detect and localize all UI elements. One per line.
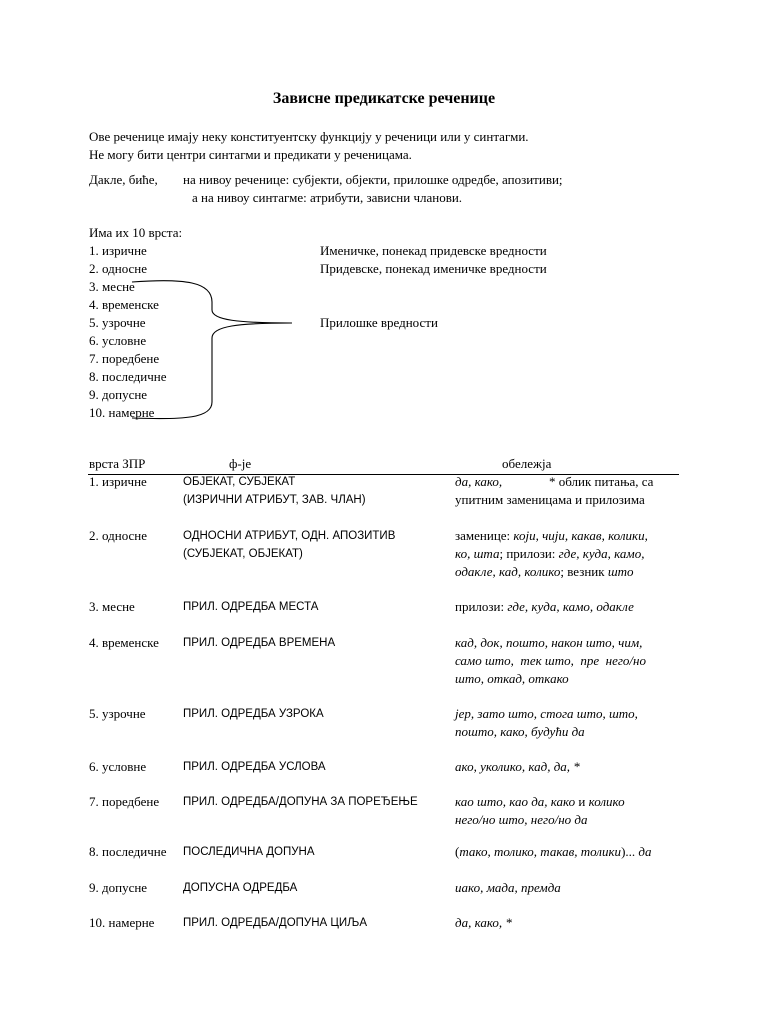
row-function: (ИЗРИЧНИ АТРИБУТ, ЗАВ. ЧЛАН) xyxy=(183,494,366,506)
table-header-features: обележја xyxy=(502,456,552,471)
table-header-function: ф-је xyxy=(229,456,252,471)
type-item: 6. условне xyxy=(89,333,147,348)
row-type: 9. допусне xyxy=(89,880,148,895)
type-note-2: Придевске, понекад именичке вредности xyxy=(320,261,547,276)
row-type: 10. намерне xyxy=(89,915,155,930)
dakle-line-2: а на нивоу синтагме: атрибути, зависни чланови. xyxy=(192,190,463,205)
row-features: да, како, xyxy=(455,474,503,489)
row-type: 3. месне xyxy=(89,599,135,614)
row-function: ПРИЛ. ОДРЕДБА ВРЕМЕНА xyxy=(183,637,336,649)
row-function: ПРИЛ. ОДРЕДБА/ДОПУНА ЦИЉА xyxy=(183,917,367,929)
row-features: одакле, кад, колико; везник што xyxy=(455,564,634,579)
types-heading: Има их 10 врста: xyxy=(89,225,183,240)
type-item: 9. допусне xyxy=(89,387,148,402)
intro-line-2: Не могу бити центри синтагми и предикати у реченицама. xyxy=(89,147,412,162)
row-features: (тако, толико, такав, толики)... да xyxy=(455,844,652,859)
type-item: 7. поредбене xyxy=(89,351,160,366)
intro-line-1: Ове реченице имају неку конституентску функцију у реченици или у синтагми. xyxy=(89,129,529,144)
type-item: 1. изричне xyxy=(89,243,147,258)
row-type: 6. условне xyxy=(89,759,147,774)
row-type: 5. узрочне xyxy=(89,706,146,721)
row-function: ПОСЛЕДИЧНА ДОПУНА xyxy=(183,846,315,858)
row-features: пошто, како, будући да xyxy=(455,724,585,739)
table-header-type: врста ЗПР xyxy=(89,456,146,471)
row-features: само што, тек што, пре него/но xyxy=(455,653,646,668)
row-function: ОБЈЕКАТ, СУБЈЕКАТ xyxy=(183,476,296,488)
row-features: прилози: где, куда, камо, одакле xyxy=(455,599,634,614)
row-features: упитним заменицама и прилозима xyxy=(455,492,645,507)
row-features: што, откад, откако xyxy=(455,671,569,686)
type-item: 4. временске xyxy=(89,297,159,312)
type-item: 2. односне xyxy=(89,261,148,276)
row-function: (СУБЈЕКАТ, ОБЈЕКАТ) xyxy=(183,548,303,560)
row-type: 8. последичне xyxy=(89,844,167,859)
row-function: ПРИЛ. ОДРЕДБА УЗРОКА xyxy=(183,708,324,720)
row-type: 1. изричне xyxy=(89,474,147,489)
dakle-label: Дакле, биће, xyxy=(89,172,158,187)
row-features: иако, мада, премда xyxy=(455,880,561,895)
row-type: 7. поредбене xyxy=(89,794,160,809)
type-item: 10. намерне xyxy=(89,405,155,420)
page-title: Зависне предикатске реченице xyxy=(272,90,496,107)
row-features: ако, уколико, кад, да, * xyxy=(455,759,580,774)
row-function: ПРИЛ. ОДРЕДБА УСЛОВА xyxy=(183,761,326,773)
type-item: 5. узрочне xyxy=(89,315,146,330)
row-function: ПРИЛ. ОДРЕДБА МЕСТА xyxy=(183,601,319,613)
row-function: ДОПУСНА ОДРЕДБА xyxy=(183,882,298,894)
row-features: јер, зато што, стога што, што, xyxy=(455,706,638,721)
row-features: као што, као да, како и колико xyxy=(455,794,625,809)
row-features: него/но што, него/но да xyxy=(455,812,588,827)
row-features: да, како, * xyxy=(455,915,512,930)
type-item: 3. месне xyxy=(89,279,135,294)
type-note-1: Именичке, понекад придевске вредности xyxy=(320,243,547,258)
row-function: ОДНОСНИ АТРИБУТ, ОДН. АПОЗИТИВ xyxy=(183,530,396,542)
row-features: заменице: који, чији, какав, колики, xyxy=(455,528,648,543)
brace-note: Прилошке вредности xyxy=(320,315,438,330)
row-features: кад, док, пошто, након што, чим, xyxy=(455,635,643,650)
row-features: ко, шта; прилози: где, куда, камо, xyxy=(455,546,645,561)
row-function: ПРИЛ. ОДРЕДБА/ДОПУНА ЗА ПОРЕЂЕЊЕ xyxy=(183,796,418,808)
dakle-line-1: на нивоу реченице: субјекти, објекти, прилошке одредбе, апозитиви; xyxy=(183,172,563,187)
row-type: 2. односне xyxy=(89,528,148,543)
type-item: 8. последичне xyxy=(89,369,167,384)
row-features: * облик питања, са xyxy=(549,474,654,489)
row-type: 4. временске xyxy=(89,635,159,650)
